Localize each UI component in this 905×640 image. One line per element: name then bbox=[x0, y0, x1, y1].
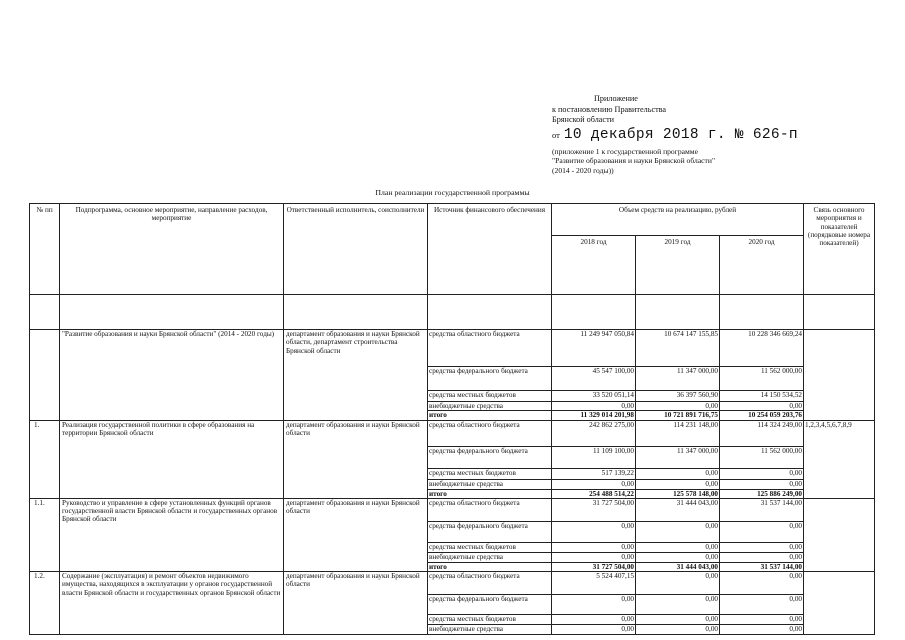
amount-2019: 36 397 560,90 bbox=[636, 391, 720, 402]
amount-2020: 10 228 346 669,24 bbox=[720, 330, 804, 367]
amount-2020: 0,00 bbox=[720, 479, 804, 489]
amount-2020: 31 537 144,00 bbox=[720, 498, 804, 521]
header-year-2020: 2020 год bbox=[720, 236, 804, 295]
funding-source: средства местных бюджетов bbox=[428, 468, 552, 479]
amount-2019: 0,00 bbox=[636, 479, 720, 489]
funding-source: внебюджетные средства bbox=[428, 552, 552, 562]
header-num: № пп bbox=[30, 204, 60, 295]
amount-2018: 0,00 bbox=[552, 595, 636, 615]
amount-2020: 125 886 249,00 bbox=[720, 489, 804, 498]
amount-2019: 0,00 bbox=[636, 615, 720, 625]
amount-2019: 10 674 147 155,85 bbox=[636, 330, 720, 367]
amount-2020: 11 562 000,00 bbox=[720, 446, 804, 468]
header-subprogram: Подпрограмма, основное мероприятие, направление расходов, мероприятие bbox=[60, 204, 284, 295]
header-executor: Ответственный исполнитель, соисполнители bbox=[284, 204, 428, 295]
amount-2018: 0,00 bbox=[552, 402, 636, 411]
amount-2019: 0,00 bbox=[636, 625, 720, 635]
amount-2018: 31 727 504,00 bbox=[552, 498, 636, 521]
amount-2018: 0,00 bbox=[552, 521, 636, 542]
table-row bbox=[30, 498, 875, 521]
amount-2018: 517 139,22 bbox=[552, 468, 636, 479]
amount-2019: 0,00 bbox=[636, 468, 720, 479]
amount-2018: 45 547 100,00 bbox=[552, 367, 636, 391]
table-row bbox=[30, 420, 875, 446]
header-year-2018: 2018 год bbox=[552, 236, 636, 295]
header-link: Связь основного мероприятия и показателей (порядковые номера показателей) bbox=[804, 204, 875, 295]
plan-title: План реализации государственной программы bbox=[375, 188, 530, 197]
amount-2019: 0,00 bbox=[636, 572, 720, 595]
funding-source: средства областного бюджета bbox=[428, 572, 552, 595]
amount-2019: 0,00 bbox=[636, 552, 720, 562]
funding-source: средства федерального бюджета bbox=[428, 367, 552, 391]
empty-cell bbox=[60, 295, 284, 330]
header-year-2019: 2019 год bbox=[636, 236, 720, 295]
decree-line bbox=[552, 127, 812, 143]
header-source: Источник финансового обеспечения bbox=[428, 204, 552, 295]
activity-name: Содержание (эксплуатация) и ремонт объектов недвижимого имущества, находящихся в эксплуатации у органов государственной власти Брянской области и государственных органов Брянской области bbox=[60, 572, 284, 635]
amount-2019: 0,00 bbox=[636, 402, 720, 411]
amount-2020: 0,00 bbox=[720, 552, 804, 562]
funding-source: средства областного бюджета bbox=[428, 420, 552, 446]
executor-cell: департамент образования и науки Брянской области, департамент строительства Брянской области bbox=[284, 330, 428, 421]
indicator-link: 1,2,3,4,5,6,7,8,9 bbox=[804, 420, 875, 498]
plan-table bbox=[29, 203, 875, 635]
funding-source: итого bbox=[428, 411, 552, 420]
amount-2020: 0,00 bbox=[720, 521, 804, 542]
amount-2020: 14 150 534,52 bbox=[720, 391, 804, 402]
appendix-header bbox=[552, 94, 812, 175]
plan-table-wrap bbox=[29, 203, 875, 635]
empty-cell bbox=[552, 295, 636, 330]
appendix-title: Приложение bbox=[594, 94, 638, 103]
amount-2018: 5 524 407,15 bbox=[552, 572, 636, 595]
funding-source: внебюджетные средства bbox=[428, 402, 552, 411]
appendix-note-3: (2014 - 2020 годы)) bbox=[552, 165, 614, 175]
appendix-note-2: "Развитие образования и науки Брянской области" bbox=[552, 156, 716, 166]
funding-source: внебюджетные средства bbox=[428, 479, 552, 489]
funding-source: средства федерального бюджета bbox=[428, 446, 552, 468]
appendix-to-resolution: к постановлению Правительства bbox=[552, 104, 667, 114]
amount-2018: 11 329 014 201,98 bbox=[552, 411, 636, 420]
executor-cell: департамент образования и науки Брянской области bbox=[284, 572, 428, 635]
indicator-link bbox=[804, 498, 875, 571]
amount-2020: 11 562 000,00 bbox=[720, 367, 804, 391]
amount-2018: 0,00 bbox=[552, 615, 636, 625]
amount-2018: 0,00 bbox=[552, 479, 636, 489]
empty-cell bbox=[30, 295, 60, 330]
executor-cell: департамент образования и науки Брянской области bbox=[284, 420, 428, 498]
amount-2020: 0,00 bbox=[720, 595, 804, 615]
amount-2019: 31 444 043,00 bbox=[636, 562, 720, 571]
empty-cell bbox=[636, 295, 720, 330]
amount-2020: 0,00 bbox=[720, 615, 804, 625]
amount-2019: 125 578 148,00 bbox=[636, 489, 720, 498]
amount-2019: 31 444 043,00 bbox=[636, 498, 720, 521]
indicator-link bbox=[804, 572, 875, 635]
funding-source: итого bbox=[428, 562, 552, 571]
activity-name: Руководство и управление в сфере установленных функций органов государственной власти Брянской области и государственных органов Брянской области bbox=[60, 498, 284, 571]
plan-table-body bbox=[30, 295, 875, 635]
funding-source: средства местных бюджетов bbox=[428, 391, 552, 402]
amount-2018: 11 109 100,00 bbox=[552, 446, 636, 468]
appendix-note-1: (приложение 1 к государственной программе bbox=[552, 146, 698, 156]
executor-cell: департамент образования и науки Брянской области bbox=[284, 498, 428, 571]
decree-date-number: 10 декабря 2018 г. № 626-п bbox=[563, 126, 798, 143]
amount-2019: 10 721 891 716,75 bbox=[636, 411, 720, 420]
row-number bbox=[30, 330, 60, 421]
table-row bbox=[30, 572, 875, 595]
amount-2020: 0,00 bbox=[720, 572, 804, 595]
funding-source: внебюджетные средства bbox=[428, 625, 552, 635]
amount-2019: 0,00 bbox=[636, 595, 720, 615]
amount-2020: 0,00 bbox=[720, 468, 804, 479]
amount-2020: 10 254 059 203,76 bbox=[720, 411, 804, 420]
funding-source: средства местных бюджетов bbox=[428, 542, 552, 552]
empty-cell bbox=[720, 295, 804, 330]
amount-2020: 0,00 bbox=[720, 542, 804, 552]
amount-2019: 11 347 000,00 bbox=[636, 367, 720, 391]
amount-2019: 11 347 000,00 bbox=[636, 446, 720, 468]
amount-2018: 0,00 bbox=[552, 552, 636, 562]
spacer-row bbox=[30, 295, 875, 330]
appendix-region: Брянской области bbox=[552, 115, 615, 125]
row-number: 1.1. bbox=[30, 498, 60, 571]
row-number: 1. bbox=[30, 420, 60, 498]
funding-source: средства местных бюджетов bbox=[428, 615, 552, 625]
funding-source: средства областного бюджета bbox=[428, 330, 552, 367]
row-number: 1.2. bbox=[30, 572, 60, 635]
table-row bbox=[30, 330, 875, 367]
amount-2018: 33 520 051,14 bbox=[552, 391, 636, 402]
funding-source: средства областного бюджета bbox=[428, 498, 552, 521]
amount-2018: 242 862 275,00 bbox=[552, 420, 636, 446]
funding-source: средства федерального бюджета bbox=[428, 521, 552, 542]
amount-2018: 0,00 bbox=[552, 542, 636, 552]
activity-name: "Развитие образования и науки Брянской области" (2014 - 2020 годы) bbox=[60, 330, 284, 421]
amount-2019: 0,00 bbox=[636, 521, 720, 542]
empty-cell bbox=[804, 295, 875, 330]
empty-cell bbox=[428, 295, 552, 330]
amount-2020: 0,00 bbox=[720, 402, 804, 411]
amount-2018: 0,00 bbox=[552, 625, 636, 635]
amount-2018: 31 727 504,00 bbox=[552, 562, 636, 571]
amount-2018: 11 249 947 050,84 bbox=[552, 330, 636, 367]
decree-prefix: от bbox=[552, 129, 560, 140]
amount-2019: 0,00 bbox=[636, 542, 720, 552]
funding-source: итого bbox=[428, 489, 552, 498]
funding-source: средства федерального бюджета bbox=[428, 595, 552, 615]
header-volume: Объем средств на реализацию, рублей bbox=[552, 204, 804, 236]
empty-cell bbox=[284, 295, 428, 330]
amount-2020: 114 324 249,00 bbox=[720, 420, 804, 446]
amount-2019: 114 231 148,00 bbox=[636, 420, 720, 446]
indicator-link bbox=[804, 330, 875, 421]
amount-2020: 31 537 144,00 bbox=[720, 562, 804, 571]
amount-2020: 0,00 bbox=[720, 625, 804, 635]
amount-2018: 254 488 514,22 bbox=[552, 489, 636, 498]
activity-name: Реализация государственной политики в сфере образования на территории Брянской области bbox=[60, 420, 284, 498]
